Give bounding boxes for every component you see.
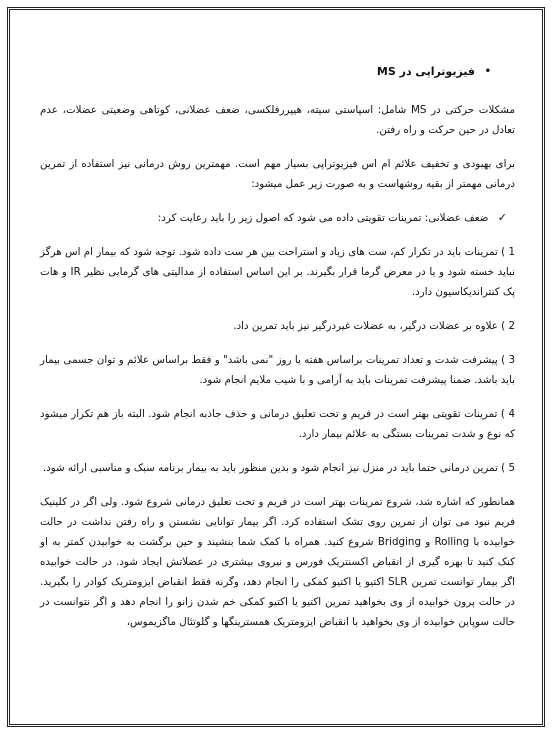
section-heading-text: فیزیوتراپی در MS [376,65,475,78]
numbered-item-3: 3 ) پیشرفت شدت و تعداد تمرینات براساس هفته یا روز "نمی باشد" و فقط براساس علائم و توان جسمی بیمار باید باشد. ضمنا پیشرفت تمرینات باید به آرامی و با شیب ملایم انجام شود. [40,354,515,386]
bullet-icon: • [484,66,491,77]
document-page [7,7,545,727]
section-heading [40,62,515,82]
document-content [40,62,515,646]
checkmark-icon: ✓ [497,211,507,224]
paragraph-closing: همانطور که اشاره شد، شروع تمرینات بهتر است در فریم و تحت تعلیق درمانی شروع شود. ولی اگر در کلینیک فریم نبود می توان از تمرین روی تشک استفاده کرد. اگر بیمار توانایی نشستن و راه رفتن نداشت در حالت خوابیده با Rolling و Bridging شروع کنید. همراه با کمک شما بنشیند و حین برگشت به خوابیدن کمتر به او کنک کنید تا بهره گیری از انقباض اکسنتریک فورس و نیروی بیشتری در عضلاتش ایجاد شود. در حالت خوابیده اگر بیمار توانست تمرین SLR اکتیو یا اکتیو کمکی را انجام دهد، وگرنه فقط انقباض ایزومتریک کوادر را بگیرید. در حالت پرون خوابیده از وی بخواهید تمرین اکتیو یا اکتیو کمکی خم شدن زانو را انجام دهد و اگر نتوانست در حالت سوپاین خوابیده از وی بخواهید با انقباض ایزومتریک همسترینگها و گلوتئال ماگزیموس، [40,496,515,628]
check-item [40,208,515,228]
paragraph-motor-problems: مشکلات حرکتی در MS شامل: اسپاستی سیته، هیپررفلکسی، ضعف عضلانی، کوتاهی وضعیتی عضلات، عدم تعادل در حین حرکت و راه رفتن. [40,104,516,136]
paragraph-physiotherapy-intro: برای بهبودی و تخفیف علائم ام اس فیزیوتراپی بسیار مهم است. مهمترین روش درمانی نیز استفاده از تمرین درمانی مهمتر از بقیه روشهاست و به صورت زیر عمل میشود: [40,158,515,190]
numbered-item-4: 4 ) تمرینات تقویتی بهتر است در فریم و تحت تعلیق درمانی و حذف جاذبه انجام شود. البته باز هم تکرار میشود که نوع و شدت تمرینات بستگی به علائم بیمار دارد. [40,408,515,440]
numbered-item-1: 1 ) تمرینات باید در تکرار کم، ست های زیاد و استراحت بین هر ست داده شود. توجه شود که بیمار ام اس هرگز نباید خسته شود و یا در معرض گرما قرار بگیرند. بر این اساس استفاده از مدالیتی های گرمایی نظیر IR و هات پک کنتراندیکاسیون دارد. [40,246,515,298]
numbered-item-5: 5 ) تمرین درمانی حتما باید در منزل نیز انجام شود و بدین منظور باید به بیمار برنامه سبک و مناسبی ارائه شود. [42,462,515,474]
numbered-item-2: 2 ) علاوه بر عضلات درگیر، به عضلات غیردرگیر نیز باید تمرین داد. [233,320,515,332]
check-item-text: ضعف عضلانی: تمرینات تقویتی داده می شود که اصول زیر را باید رعایت کرد: [157,212,489,224]
